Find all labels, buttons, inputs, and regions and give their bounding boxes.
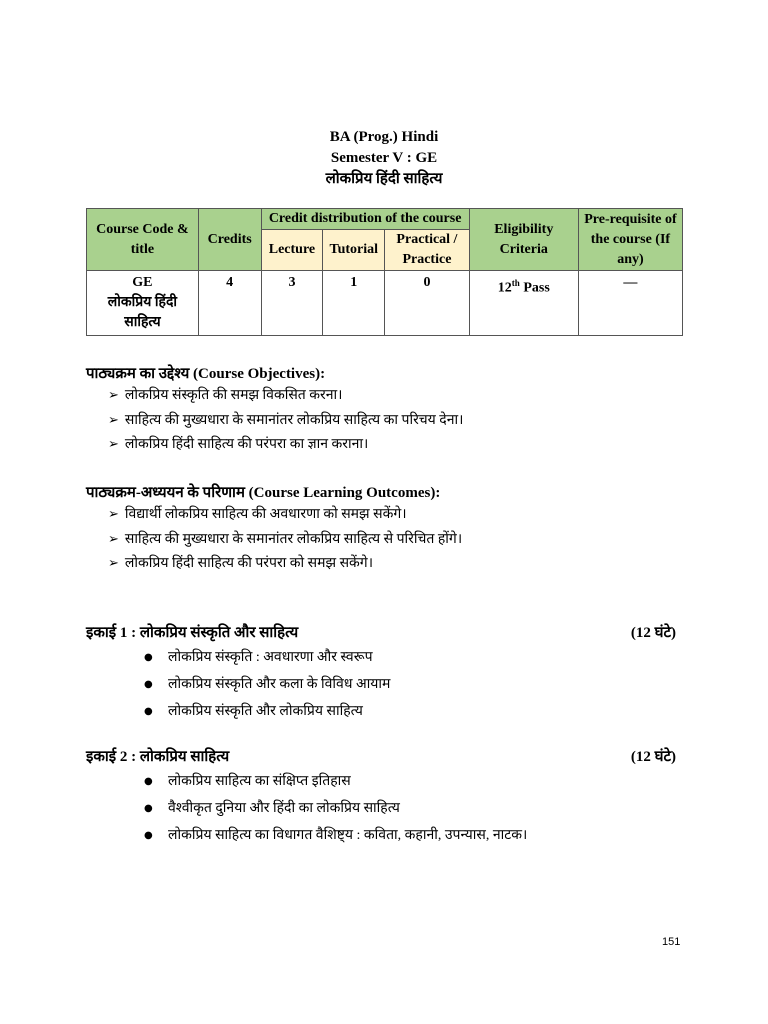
eligibility-suffix: th xyxy=(511,278,520,288)
semester-title: Semester V : GE xyxy=(330,150,438,166)
cell-eligibility xyxy=(469,271,578,336)
unit-1-title: इकाई 1 : लोकप्रिय संस्कृति और साहित्य xyxy=(86,625,299,641)
th-credits: Credits xyxy=(198,209,261,271)
cell-lecture: 3 xyxy=(261,271,323,336)
objectives-heading xyxy=(86,363,325,383)
list-item: ➢ लोकप्रिय हिंदी साहित्य की परंपरा को समझ सकेंगे। xyxy=(108,552,462,577)
cell-tutorial: 1 xyxy=(323,271,385,336)
unit-1-topics xyxy=(144,645,390,726)
outcomes-list xyxy=(108,503,462,577)
list-item: ➢ लोकप्रिय संस्कृति की समझ विकसित करना। xyxy=(108,384,463,409)
unit-1-heading xyxy=(86,622,676,642)
th-course-code: Course Code & title xyxy=(87,209,199,271)
th-tutorial: Tutorial xyxy=(323,230,385,271)
program-title: BA (Prog.) Hindi xyxy=(329,129,439,145)
unit-2-heading xyxy=(86,746,676,766)
unit-2-title: इकाई 2 : लोकप्रिय साहित्य xyxy=(86,749,230,765)
objectives-heading-en: (Course Objectives): xyxy=(189,366,326,382)
th-practical: Practical / Practice xyxy=(385,230,470,271)
list-item: ➢ साहित्य की मुख्यधारा के समानांतर लोकप्रिय साहित्य का परिचय देना। xyxy=(108,409,463,434)
course-code: GE xyxy=(132,275,153,290)
credit-distribution-table xyxy=(86,208,683,336)
unit-2-hours: (12 घंटे) xyxy=(630,749,676,765)
eligibility-number: 12 xyxy=(497,280,512,296)
th-prerequisite: Pre-requisite of the course (If any) xyxy=(578,209,682,271)
course-title: लोकप्रिय हिंदी साहित्य xyxy=(107,295,177,330)
cell-course-code xyxy=(87,271,199,336)
list-item: ➢ लोकप्रिय हिंदी साहित्य की परंपरा का ज्ञान कराना। xyxy=(108,433,463,458)
unit-2-topics xyxy=(144,769,527,850)
th-credit-distribution: Credit distribution of the course xyxy=(261,209,469,230)
list-item: ● लोकप्रिय संस्कृति और कला के विविध आयाम xyxy=(144,672,390,699)
page-number: 151 xyxy=(662,936,681,948)
document-header xyxy=(0,127,768,190)
cell-practical: 0 xyxy=(385,271,470,336)
list-item: ● लोकप्रिय संस्कृति और लोकप्रिय साहित्य xyxy=(144,699,390,726)
objectives-list xyxy=(108,384,463,458)
list-item: ➢ विद्यार्थी लोकप्रिय साहित्य की अवधारणा को समझ सकेंगे। xyxy=(108,503,462,528)
list-item: ● लोकप्रिय साहित्य का संक्षिप्त इतिहास xyxy=(144,769,527,796)
list-item: ➢ साहित्य की मुख्यधारा के समानांतर लोकप्रिय साहित्य से परिचित होंगे। xyxy=(108,528,462,553)
objectives-heading-hi: पाठ्यक्रम का उद्देश्य xyxy=(86,366,190,382)
th-lecture: Lecture xyxy=(261,230,323,271)
paper-title: लोकप्रिय हिंदी साहित्य xyxy=(325,171,443,187)
list-item: ● लोकप्रिय संस्कृति : अवधारणा और स्वरूप xyxy=(144,645,390,672)
th-eligibility: Eligibility Criteria xyxy=(469,209,578,271)
unit-1-hours: (12 घंटे) xyxy=(630,625,676,641)
table-row xyxy=(87,271,683,336)
outcomes-heading-hi: पाठ्यक्रम-अध्ययन के परिणाम xyxy=(86,485,245,501)
list-item: ● वैश्वीकृत दुनिया और हिंदी का लोकप्रिय साहित्य xyxy=(144,796,527,823)
list-item: ● लोकप्रिय साहित्य का विधागत वैशिष्ट्य : कविता, कहानी, उपन्यास, नाटक। xyxy=(144,823,527,850)
outcomes-heading-en: (Course Learning Outcomes): xyxy=(244,485,441,501)
cell-credits: 4 xyxy=(198,271,261,336)
outcomes-heading xyxy=(86,482,440,502)
cell-prerequisite: — xyxy=(578,271,682,336)
eligibility-text: Pass xyxy=(519,280,550,296)
